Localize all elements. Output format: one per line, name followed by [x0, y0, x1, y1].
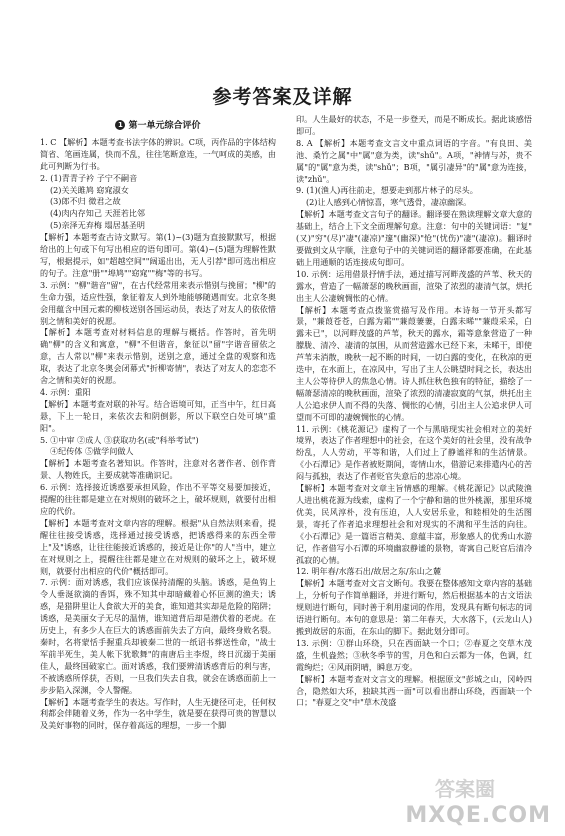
answer-paragraph: 7. 示例：面对诱惑，我们应该保持清醒的头脑。诱惑，是鱼钩上令人垂涎欲滴的香饵，殊不知其中却暗藏着心怀叵测的渔夫；诱惑，是猎阱里让人食欲大开的美食，谁知道其实却是危险的陷阱；诱惑，是美丽女子无尽的温情，谁知道背后却是潜伏着的老虎。在历史上，有多少人在巨大的诱惑面前失去了方向，最终身败名裂。秦时，名将蒙恬手握重兵却被秦二世的一纸诏书葬送性命，"战士军前半死生，美人帐下犹歌舞"的南唐后主李煜，终日沉溺于美丽佳人，最终国破家亡。面对诱惑，我们要辨清诱惑背后的利与害，不被诱惑所俘获，否则，一旦我们失去自我，就会在诱惑面前上一步步陷入深渊，令人警醒。: [40, 577, 276, 695]
answer-paragraph: 【解析】本题考查对材料信息的理解与概括。作答时，首先明确"柳"的含义和寓意，"柳"不但谐音，象征以"留"字谐音留依之意，古人常以"柳"来表示惜别，送别之意，通过全盘的观察和选取，表达了北京冬奥会闭幕式"折柳寄情"，表达了对友人的恋恋不舍之情和美好的祝愿。: [40, 327, 276, 386]
answer-paragraph: 12. 明年春/水落石出/故居之东/东山之麓: [296, 566, 442, 577]
answer-paragraph: 【解析】本题考查古诗文默写。第(1)~(3)题为直接默默写，根据给出的上句或下句写出相应的语句即可。第(4)~(5)题为理解性默写，根据提示，如"超越空间""阔遥出出，无人引荐"即可选出相应的句子。注意"册""埠鸠""窈窕""梅"等的书写。: [40, 232, 276, 278]
left-column: [40, 120, 276, 732]
answer-paragraph: (2)让人感到心情惊喜，寒气透骨，凄凉幽深。: [306, 197, 472, 208]
watermark: MXQE.COM: [405, 803, 551, 828]
answer-paragraph: 【解析】本题考查名著知识。作答时，注意对名著作者、创作背景、人物姓氏，主要成就等准确识记。: [40, 458, 276, 481]
answer-paragraph: (5)亲泽无弃梅 塌居基圣明: [50, 220, 145, 231]
answer-paragraph: 5. ①中审 ②成人 ③获取功名(或"科举考试"): [40, 434, 199, 445]
answer-paragraph: 【解析】本题考查对文言文断句。我要在整体感知文章内容的基础上，分析句子作简单翻译，并进行断句，然后根据基本的古文语法规则进行断句，同时善于利用虚词的作用，发现具有断句标志的词语进行断句。本句的意思是：第二年春天，大水落下，(云龙山人)搬到故居的东面，在东山的脚下。据此划分即可。: [296, 578, 532, 636]
answer-paragraph: 10. 示例：运用借景抒情手法，通过描写河畔茂盛的芦苇、秋天的露水，营造了一幅萧瑟的晚秋画面，渲染了浓烈的凄清气氛，烘托出主人公凄婉惆怅的心情。: [296, 268, 532, 303]
watermark-sub: 答案圈: [435, 777, 495, 801]
answer-paragraph: ④纪传体 ⑤做学问做人: [50, 446, 134, 457]
section-number-badge: 1: [115, 120, 125, 130]
section-heading: [40, 120, 276, 133]
answer-paragraph: 6. 示例：选择接近诱惑要承担风险，作出不平等交易要加接近，提醒的往往都是建立在对规则的破坏之上，破坏规则，就要付出相应的代价。: [40, 482, 276, 516]
answer-paragraph: 【解析】本题考查对文章内容的理解。根据"从自然法则来看，提醒往往接受诱惑，选择通过接受诱惑，把诱惑得来的东西全带上"及"诱惑，让往往能接近诱惑的，接近是让你"的人"当中，建立在对规则之上，提醒往往都是建立在对规则的破坏之上，破坏规则，就要付出相应的代价"概括即可。: [40, 517, 276, 576]
answer-paragraph: 8. A 【解析】本题考查文言文中重点词语的字音。"有良田、美池、桑竹之属"中"属"意为类，读"shǔ"。A项，"神情与苏，贵不属"的"属"意为类，读"shǔ"；B项，"属引凄异"的"属"意为连接，读"zhǔ"。: [296, 137, 532, 184]
answer-paragraph: 4. 示例：重阳: [40, 386, 91, 397]
answer-paragraph: 【解析】本题考查对联的补写。结合语境可知，正当中午，红日高悬，下上一轮日，来依次去和阴倒影，所以下联空白处可填"重阳"。: [40, 398, 276, 433]
answer-paragraph: 【解析】本题考查文言句子的翻译。翻译要在熟读理解文章大意的基础上，结合上下文全面理解句意。注意：句中的关键词语："复"(又)"穷"(尽)"凄"(凄凉)"邃"(幽深)"怆"(忧伤)"凄"(凄凉)。翻译时要做到文从字顺，注意句子中的关键词语的翻译都要准确，在此基础上用通顺的话连接成句即可。: [296, 209, 532, 267]
answer-paragraph: 11. 示例：《桃花源记》虚构了一个与黑暗现实社会相对立的美好境界，表达了作者理想中的社会，在这个美好的社会里，没有战争纷乱，人人劳动，平等和谐，人们过上了静谧祥和的生活情景。《小石潭记》是作者被贬期间，寄情山水，借游记来排遣内心的苦闷与孤独，表达了作者贬官失意后的悲凉心境。: [296, 423, 532, 482]
answer-paragraph: 9. (1)(渔人)再往前走，想要走到那片林子的尽头。: [296, 185, 478, 196]
answer-paragraph: (4)肉内存知己 天涯若比邻: [50, 208, 145, 219]
answer-paragraph: (3)郎不归 微君之故: [50, 196, 121, 207]
answer-paragraph: 2. (1)青青子衿 子宁不嗣音: [40, 172, 138, 183]
right-answer-list: [296, 114, 532, 709]
section-label: 第一单元综合评价: [128, 121, 201, 131]
answer-paragraph: (2)关关雎鸠 窈窕淑女: [50, 184, 129, 195]
answer-paragraph: 1. C 【解析】本题考查书法字体的辨识。C项，丙作品的字体结构简省、笔画连属，快而不乱，往往笔断意连，一气呵成的美感，由此可判断为行书。: [40, 136, 276, 171]
answer-paragraph: 【解析】本题考查对文章主旨情感的理解。《桃花源记》以武陵渔人进出桃花源为线索，虚构了一个宁静和谐的世外桃源，那里环境优美，民风淳朴，没有压迫，人人安居乐业，和睦相处的生活图景，寄托了作者追求理想社会和对现实的不满和平生活的向往。《小石潭记》是一篇语言精美、意蕴丰富，形象感人的优秀山水游记，作者借写小石潭的环境幽寂静谧的景物，寄寓自己贬官后清冷孤寂的心情。: [296, 483, 532, 565]
page-title: 参考答案及详解: [212, 86, 353, 108]
right-column: [296, 114, 532, 709]
answer-paragraph: 【解析】本题考查对文言文的理解。根据原文"彭城之山，冈岭四合，隐然如大环，独缺其西一面"可以看出群山环绕，西面缺一个口；"春夏之交"中"草木茂盛: [296, 673, 532, 708]
answer-paragraph: 印。人生最好的状态，不是一步登天，而是不断成长。据此谈感悟即可。: [296, 114, 532, 136]
answer-paragraph: 【解析】本题考查点拨鉴赏描写及作用。本诗每一节开头都写景，"蒹葭苍苍，白露为霜""蒹葭萋萋，白露未晞""蒹葭采采，白露未已"，以河畔茂盛的芦苇，秋天的露水，霜等意象营造了一种朦胧、清冷、凄清的氛围，从而营造露水已经下来，未晞干，即使芦苇未消散，晚秋一起不断的时间，一切白露的变化，在秋凉的更迭中，在水面上，在凉风中，写出了主人公眺望时间之长，表达出主人公等待伊人的焦急心情。诗人抓住秋色独有的特征，描绘了一幅萧瑟清凉的晚秋画面，渲染了浓烈的清凄寂寞的气氛，烘托出主人公追求伊人而不得的失落、惆怅的心情，引出主人公追求伊人可望而不可即的凄婉惆怅的心情。: [296, 304, 532, 422]
answer-paragraph: 13. 示例：①群山环绕，只在西面缺一个口；②春夏之交草木茂盛，生机盎然；③秋冬季节的雪，月色和白云都为一体，色调，红霞绚烂；④风雨阴晴，瞬息万变。: [296, 637, 532, 672]
answer-paragraph: 【解析】本题考查学生的表达。写作时，人生无捷径可走，任何权利都会伴随着义务，作为一名中学生，就是要在获得可贵的智慧以及美好事物的同时，保存着高远的理想，一步一个脚: [40, 696, 276, 731]
left-answer-list: [40, 137, 276, 732]
answer-paragraph: 3. 示例："柳"谐音"留"，在古代经常用来表示惜别与挽留；"柳"的生命力强，适应性强，象征着友人到外地能够随遇而安。北京冬奥会用蕴含中国元素的柳枝送别各国运动员，表达了对友人的依依惜别之情和美好的祝愿。: [40, 279, 276, 326]
